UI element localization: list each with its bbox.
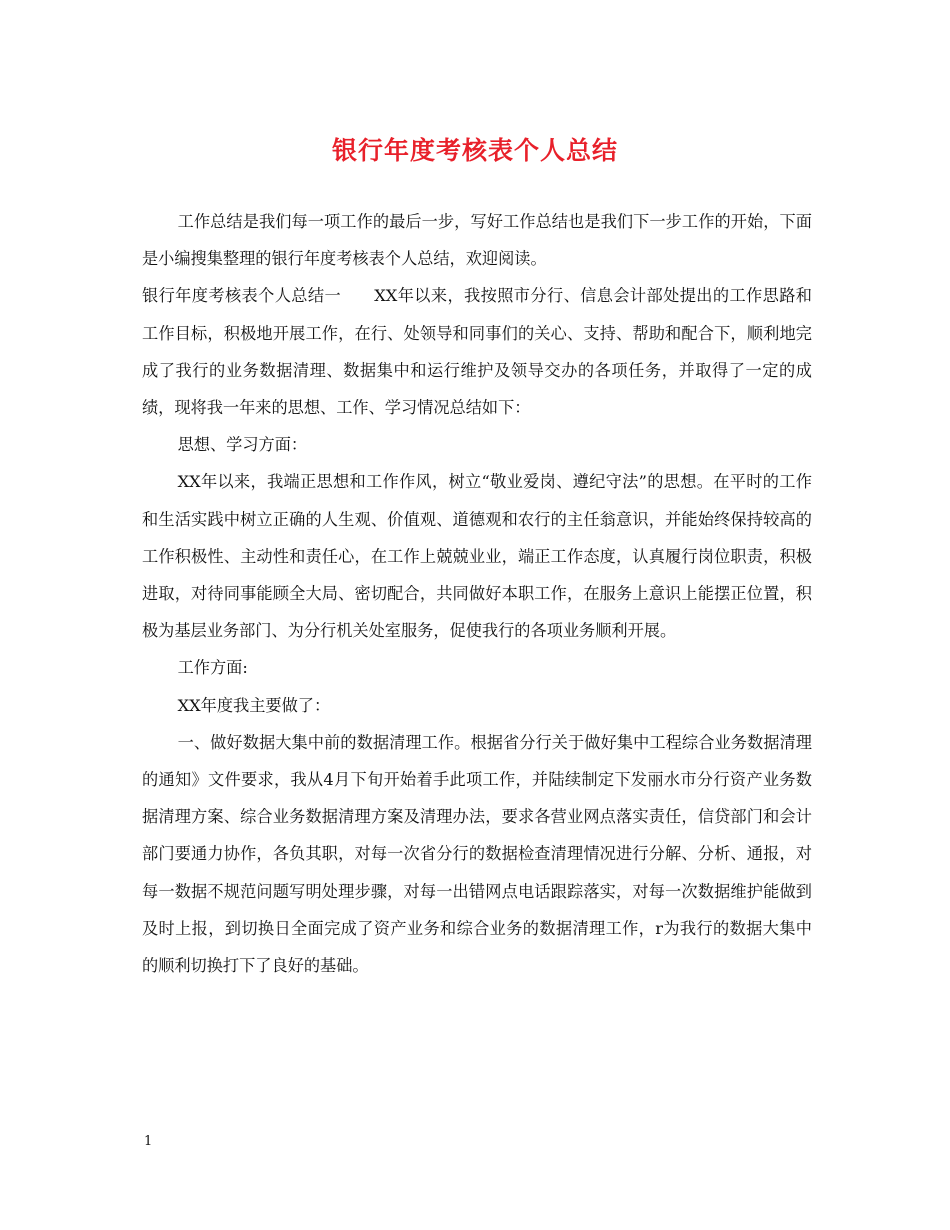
work-year-heading: XX年度我主要做了： [177, 695, 331, 715]
work-heading: 工作方面: [177, 658, 248, 678]
thought-study-paragraph: XX年以来，我端正思想和工作作风，树立“敬业爱岗、遵纪守法”的思想。在平时的工作和生活实践中树立正确的人生观、价值观、道德观和农行的主任翁意识，并能始终保持较高的工作积极性、主动性和责任心，在工作上兢兢业业，端正工作态度，认真履行岗位职责，积极进取，对待同事能顾全大局、密切配合，共同做好本职工作，在服务上意识上能摆正位置，积极为基层业务部门、为分行机关处室服务，促使我行的各项业务顺利开展。 [142, 472, 812, 641]
data-cleanup-paragraph: 一、做好数据大集中前的数据清理工作。根据省分行关于做好集中工程综合业务数据清理的通知》文件要求，我从4月下旬开始着手此项工作，并陆续制定下发丽水市分行资产业务数据清理方案、综合业务数据清理方案及清理办法，要求各营业网点落实责任，信贷部门和会计部门要通力协作，各负其职，对每一次省分行的数据检查清理情况进行分解、分析、通报，对每一数据不规范问题写明处理步骤，对每一出错网点电话跟踪落实，对每一次数据维护能做到及时上报，到切换日全面完成了资产业务和综合业务的数据清理工作，r为我行的数据大集中的顺利切换打下了良好的基础。 [142, 732, 812, 976]
section-one-paragraph: 银行年度考核表个人总结一 XX年以来，我按照市分行、信息会计部处提出的工作思路和工作目标，积极地开展工作，在行、处领导和同事们的关心、支持、帮助和配合下，顺利地完成了我行的业务数据清理、数据集中和运行维护及领导交办的各项任务，并取得了一定的成绩，现将我一年来的思想、工作、学习情况总结如下： [142, 286, 812, 418]
document-body [142, 203, 812, 984]
intro-paragraph: 工作总结是我们每一项工作的最后一步，写好工作总结也是我们下一步工作的开始，下面是小编搜集整理的银行年度考核表个人总结，欢迎阅读。 [142, 212, 812, 269]
thought-study-heading: 思想、学习方面： [177, 435, 308, 455]
page-number: 1 [144, 1134, 153, 1149]
document-title: 银行年度考核表个人总结 [331, 136, 618, 165]
